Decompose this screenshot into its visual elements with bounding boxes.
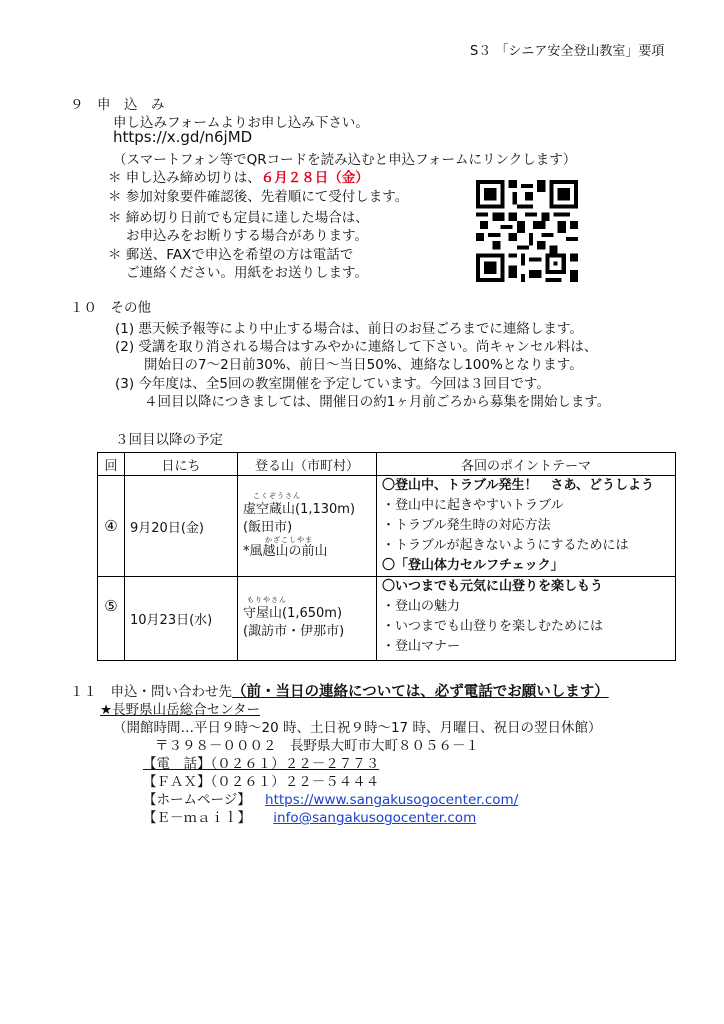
table-header-row — [98, 453, 676, 476]
other-item-1: (1) 悪天候予報等により中止する場合は、前日のお昼ごろまでに連絡します。 — [115, 321, 583, 337]
bullet-mail-fax-1: ＊ 郵送、FAXで申込を希望の方は電話で — [108, 247, 354, 263]
opening-hours: （開館時間…平日９時～20 時、土日祝９時～17 時、月曜日、祝日の翌日休館） — [113, 720, 602, 736]
bullet-mail-fax-2: ご連絡ください。用紙をお送りします。 — [126, 265, 368, 281]
email-label: 【Ｅ－ｍａｉｌ】 — [143, 810, 251, 826]
homepage-label: 【ホームページ】 — [143, 792, 251, 808]
theme-heading: 〇いつまでも元気に山登りを楽しもう — [382, 579, 604, 594]
homepage-link[interactable]: https://www.sangakusogocenter.com/ — [265, 792, 519, 808]
qr-code-icon[interactable] — [476, 180, 578, 282]
email-line — [143, 806, 476, 826]
mountain-ruby: もりやさん — [247, 596, 287, 604]
tel-line[interactable]: 【電 話】（０２６１）２２－２７７３ — [143, 756, 380, 772]
table-row — [98, 476, 676, 577]
homepage-line — [143, 788, 518, 808]
bullet-capacity-1: ＊ 締め切り日前でも定員に達した場合は、 — [108, 210, 369, 226]
schedule-caption: ３回目以降の予定 — [115, 432, 223, 448]
theme-item: ・トラブル発生時の対応方法 — [382, 518, 551, 533]
postal-address: 〒３９８－０００２ 長野県大町市大町８０５６－１ — [155, 738, 479, 754]
mountain-name: 虚空蔵山(1,130m) — [243, 501, 356, 517]
other-item-2b: 開始日の7～2日前30%、前日～当日50%、連絡なし100%となります。 — [144, 357, 583, 373]
page-header: S３ 「シニア安全登山教室」要項 — [470, 44, 665, 59]
other-item-3a: (3) 今年度は、全5回の教室開催を予定しています。今回は３回目です。 — [115, 376, 550, 392]
table-row — [98, 577, 676, 661]
deadline-line — [108, 166, 369, 186]
deadline-prefix: ＊ 申し込み締め切りは、 — [108, 170, 261, 186]
bullet-capacity-2: お申込みをお断りする場合があります。 — [126, 228, 368, 244]
theme-item: ・いつまでも山登りを楽しむためには — [382, 619, 604, 634]
fax-line: 【ＦＡＸ】（０２６１）２２－５４４４ — [143, 774, 380, 790]
other-item-2a: (2) 受講を取り消される場合はすみやかに連絡して下さい。尚キャンセル料は、 — [115, 339, 598, 355]
apply-form-text: 申し込みフォームよりお申し込み下さい。 — [113, 115, 369, 131]
section-9-title: ９ 申 込 み — [70, 97, 165, 113]
schedule-table — [97, 452, 676, 661]
row-date: 10月23日(水) — [125, 577, 238, 661]
row-mountain — [238, 577, 377, 661]
row-themes — [377, 577, 676, 661]
section-10-title: １０ その他 — [70, 300, 151, 316]
extra-ruby: かざこしやま — [265, 535, 313, 544]
header-mountain: 登る山（市町村） — [238, 453, 377, 476]
header-no: 回 — [98, 453, 125, 476]
mountain-city: (飯田市) — [243, 519, 293, 535]
phone-emphasis: （前・当日の連絡については、必ず電話でお願いします） — [232, 684, 609, 700]
theme-item: ・トラブルが起きないようにするためには — [382, 538, 629, 553]
theme-heading: 〇登山中、トラブル発生！ さあ、どうしよう — [382, 478, 654, 493]
theme-heading: 〇「登山体力セルフチェック」 — [382, 558, 564, 573]
bullet-first-come: ＊ 参加対象要件確認後、先着順にて受付します。 — [108, 189, 409, 205]
apply-url[interactable]: https://x.gd/n6jMD — [113, 128, 253, 146]
mountain-extra: *風越山の前山 — [243, 543, 328, 559]
section-11-title: １１ 申込・問い合わせ先 — [70, 684, 232, 700]
row-number: ④ — [98, 476, 125, 577]
theme-item: ・登山中に起きやすいトラブル — [382, 498, 564, 513]
qr-note: （スマートフォン等でQRコードを読み込むと申込フォームにリンクします） — [113, 152, 577, 168]
org-name: ★長野県山岳総合センター — [100, 702, 261, 718]
other-item-3b: ４回目以降につきましては、開催日の約1ヶ月前ごろから募集を開始します。 — [144, 394, 611, 410]
header-date: 日にち — [125, 453, 238, 476]
row-mountain — [238, 476, 377, 577]
header-theme: 各回のポイントテーマ — [377, 453, 676, 476]
mountain-name: 守屋山(1,650m) — [243, 606, 343, 621]
email-link[interactable]: info@sangakusogocenter.com — [273, 810, 477, 826]
mountain-city: (諏訪市・伊那市) — [243, 624, 345, 639]
row-themes — [377, 476, 676, 577]
deadline-date: ６月２８日（金） — [260, 170, 369, 186]
theme-item: ・登山の魅力 — [382, 599, 461, 614]
row-date: 9月20日(金) — [125, 476, 238, 577]
row-number: ⑤ — [98, 577, 125, 661]
mountain-ruby: こくぞうさん — [253, 491, 301, 500]
theme-item: ・登山マナー — [382, 639, 461, 654]
